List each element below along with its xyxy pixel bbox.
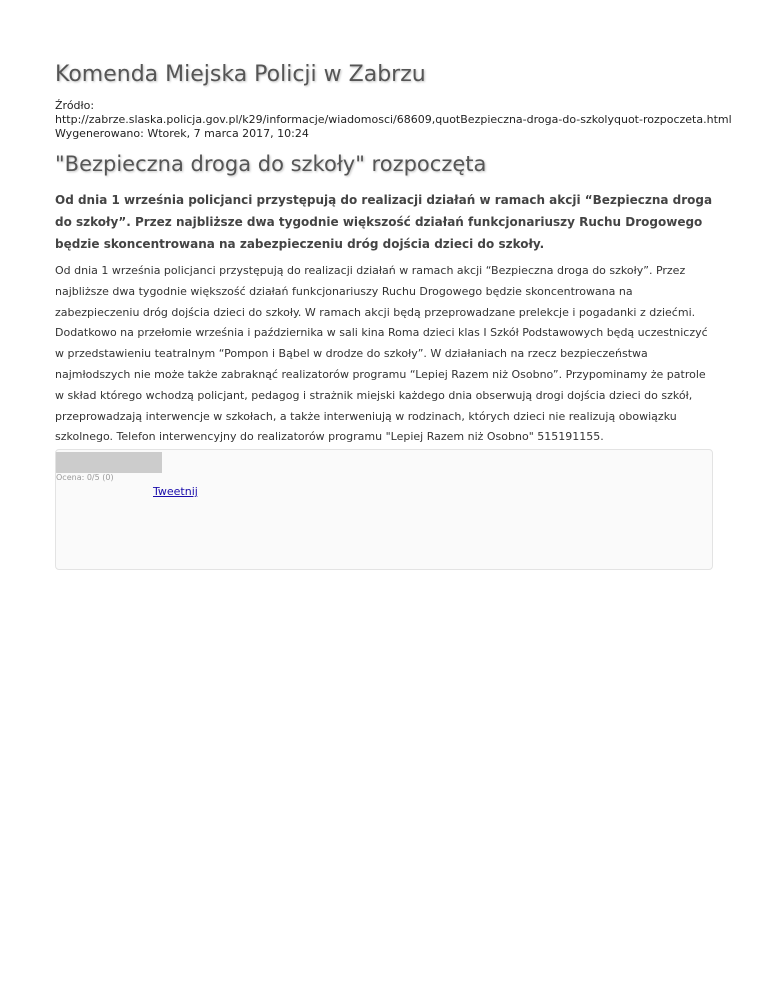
rating-label: Ocena: 0/5 (0) [56, 473, 114, 482]
source-label: Źródło: [55, 99, 95, 112]
tweet-link[interactable]: Tweetnij [153, 485, 198, 498]
rating-stars[interactable] [56, 452, 162, 473]
source-meta [55, 99, 732, 141]
article-lead: Od dnia 1 września policjanci przystępują do realizacji działań w ramach akcji “Bezpieczna droga do szkoły”. Przez najbliższe dwa tygodnie większość działań funkcjonariuszy Ruchu Drogowego będzie skoncentrowana na zabezpieczeniu dróg dojścia dzieci do szkoły. [55, 193, 713, 251]
generated-timestamp: Wygenerowano: Wtorek, 7 marca 2017, 10:24 [55, 127, 309, 140]
article-title: "Bezpieczna droga do szkoły" rozpoczęta [55, 152, 487, 176]
source-url: http://zabrze.slaska.policja.gov.pl/k29/informacje/wiadomosci/68609,quotBezpieczna-droga-do-szkolyquot-rozpoczeta.html [55, 113, 732, 126]
rating-share-box [55, 449, 713, 570]
article-body: Od dnia 1 września policjanci przystępują do realizacji działań w ramach akcji “Bezpieczna droga do szkoły”. Przez najbliższe dwa tygodnie większość działań funkcjonariuszy Ruchu Drogowego będzie skoncentrowana na zabezpieczeniu dróg dojścia dzieci do szkoły. W ramach akcji będą przeprowadzane prelekcje i pogadanki z dziećmi. Dodatkowo na przełomie września i października w sali kina Roma dzieci klas I Szkół Podstawowych będą uczestniczyć w przedstawieniu teatralnym “Pompon i Bąbel w drodze do szkoły”. W działaniach na rzecz bezpieczeństwa najmłodszych nie może także zabraknąć realizatorów programu “Lepiej Razem niż Osobno”. Przypominamy że patrole w skład którego wchodzą policjant, pedagog i strażnik miejski każdego dnia obserwują drogi dojścia dzieci do szkół, przeprowadzają interwencje w szkołach, a także interweniują w rodzinach, których dzieci nie realizują obowiązku szkolnego. Telefon interwencyjny do realizatorów programu "Lepiej Razem niż Osobno" 515191155. [55, 264, 708, 444]
site-title: Komenda Miejska Policji w Zabrzu [55, 62, 426, 87]
